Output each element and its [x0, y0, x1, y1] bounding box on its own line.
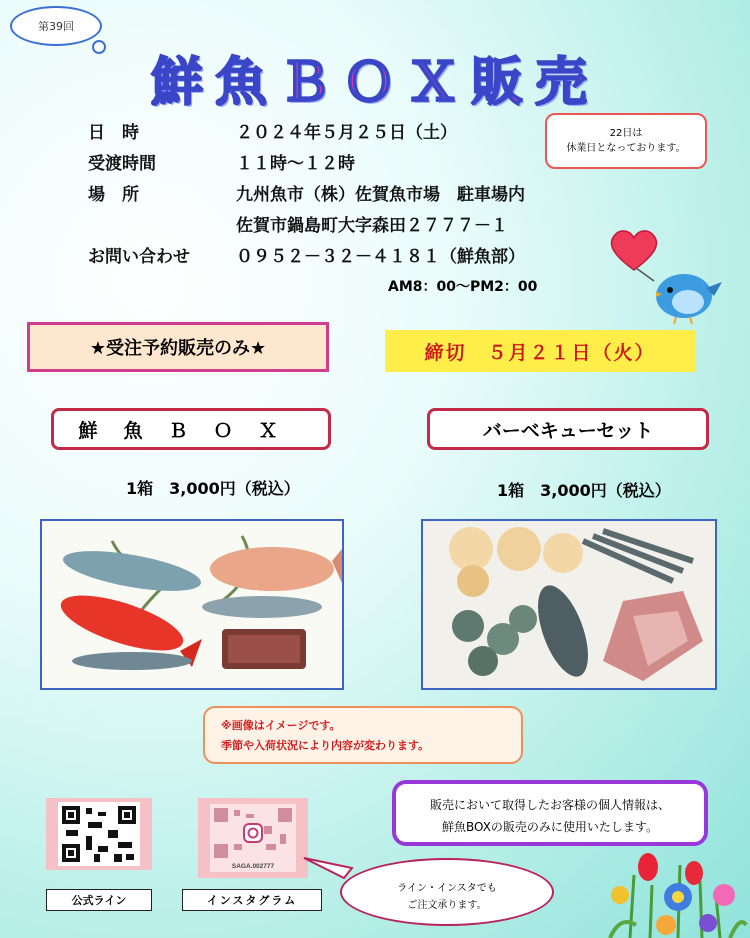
holiday-note-line-1: 22日は: [609, 128, 643, 139]
instagram-icon: [244, 824, 262, 842]
privacy-notice-line-2: 鮮魚BOXの販売のみに使用いたします。: [442, 820, 658, 834]
heart-icon: [611, 231, 656, 270]
privacy-notice-line-1: 販売において取得したお客様の個人情報は、: [429, 798, 670, 812]
qr-code-icon: [58, 802, 140, 866]
holiday-note-line-2: 休業日となっております。: [566, 143, 686, 154]
preorder-only-banner: ★受注予約販売のみ★: [27, 322, 329, 372]
bbq-set-photo: [421, 519, 717, 690]
product-bbq-set-label: バーベキューセット: [427, 408, 709, 450]
deadline-banner: 締切 ５月２１日（火）: [385, 330, 695, 372]
speech-tail: [300, 852, 360, 882]
image-disclaimer-line-2: 季節や入荷状況により内容が変わります。: [221, 739, 430, 752]
order-speech-line-2: ご注文承ります。: [407, 900, 487, 911]
contact-hours: AM8：00～PM2：00: [388, 279, 538, 295]
page-title: 鮮魚ＢＯＸ販売: [150, 53, 599, 113]
flowers-illustration: [590, 845, 750, 938]
instagram-qr-code[interactable]: [198, 798, 308, 878]
instagram-qr-icon: [210, 804, 296, 872]
line-qr-label[interactable]: 公式ライン: [46, 889, 152, 911]
contact-phone[interactable]: ０９５２－３２－４１８１（鮮魚部）: [236, 247, 525, 267]
pickup-time-label: 受渡時間: [88, 154, 156, 174]
instagram-handle: SAGA.002777: [231, 863, 275, 870]
contact-label: お問い合わせ: [88, 247, 190, 267]
tulip-icon: [638, 853, 658, 881]
fish-box-photo: [40, 519, 344, 690]
bird-heart-illustration: [606, 226, 726, 326]
image-disclaimer: [203, 706, 523, 764]
product-fish-box-price: 1箱 3,000円（税込）: [126, 479, 300, 498]
pickup-time-value: １１時～１２時: [236, 154, 355, 174]
privacy-notice: [392, 780, 708, 846]
place-label: 場 所: [88, 185, 139, 205]
order-speech-line-1: ライン・インスタでも: [397, 883, 497, 894]
product-bbq-set-price: 1箱 3,000円（税込）: [497, 481, 671, 500]
place-value: 九州魚市（株）佐賀魚市場 駐車場内: [236, 185, 525, 205]
issue-number: 第39回: [38, 20, 74, 33]
order-speech-bubble: [340, 858, 554, 926]
product-fish-box-label: 鮮魚ＢＯＸ: [51, 408, 331, 450]
image-disclaimer-line-1: ※画像はイメージです。: [221, 719, 341, 732]
date-label: 日 時: [88, 123, 139, 143]
instagram-qr-label[interactable]: インスタグラム: [182, 889, 322, 911]
holiday-note: [545, 113, 707, 169]
address-value: 佐賀市鍋島町大字森田２７７７－１: [236, 216, 508, 236]
line-qr-code[interactable]: [46, 798, 152, 870]
date-value: ２０２４年５月２５日（土）: [236, 123, 457, 143]
